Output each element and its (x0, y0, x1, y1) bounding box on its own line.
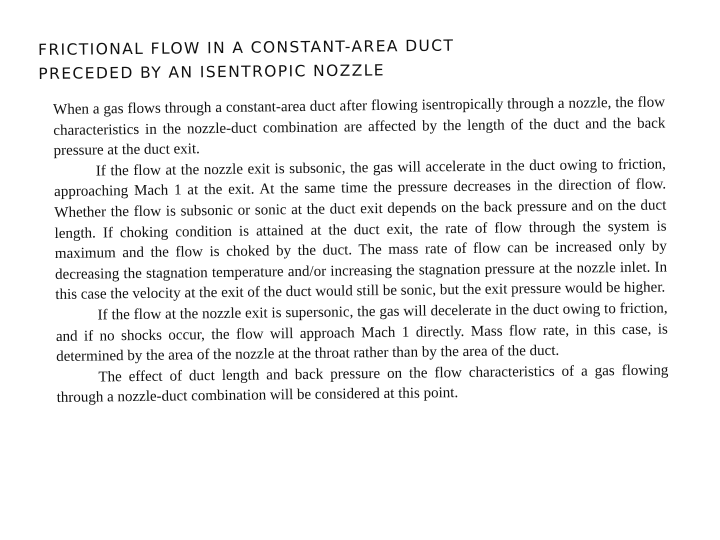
heading-line-1: FRICTIONAL FLOW IN A CONSTANT-AREA DUCT (38, 36, 455, 59)
heading-line-2: PRECEDED BY AN ISENTROPIC NOZZLE (38, 61, 386, 83)
paragraph-4: The effect of duct length and back pressure on the flow characteristics of a gas flowing through a nozzle-duct combination will be considered at this point. (56, 362, 669, 407)
paragraph-2: If the flow at the nozzle exit is subsonic, the gas will accelerate in the duct owing to friction, approaching Mach 1 at the exit. At the same time the pressure decreases in the direction of flow. Whether the flow is subsonic or sonic at the duct exit depends on the back pressure and on the duct length. If choking condition is attained at the duct exit, the rate of flow through the system is maximum and the flow is choked by the duct. The mass rate of flow can be increased only by decreasing the stagnation temperature and/or increasing the stagnation pressure at the nozzle inlet. In this case the velocity at the exit of the duct would still be sonic, but the exit pressure would be higher. (54, 156, 668, 304)
paragraph-3: If the flow at the nozzle exit is supersonic, the gas will decelerate in the duct owing to friction, and if no shocks occur, the flow will approach Mach 1 directly. Mass flow rate, in this case, is determined by the area of the nozzle at the throat rather than by the area of the duct. (55, 300, 668, 366)
paragraph-1: When a gas flows through a constant-area duct after flowing isentropically through a nozzle, the flow characteristics in the nozzle-duct combination are affected by the length of the duct and the back pressure at the duct exit. (53, 94, 666, 160)
section-heading (38, 31, 678, 86)
body-text (53, 93, 669, 409)
